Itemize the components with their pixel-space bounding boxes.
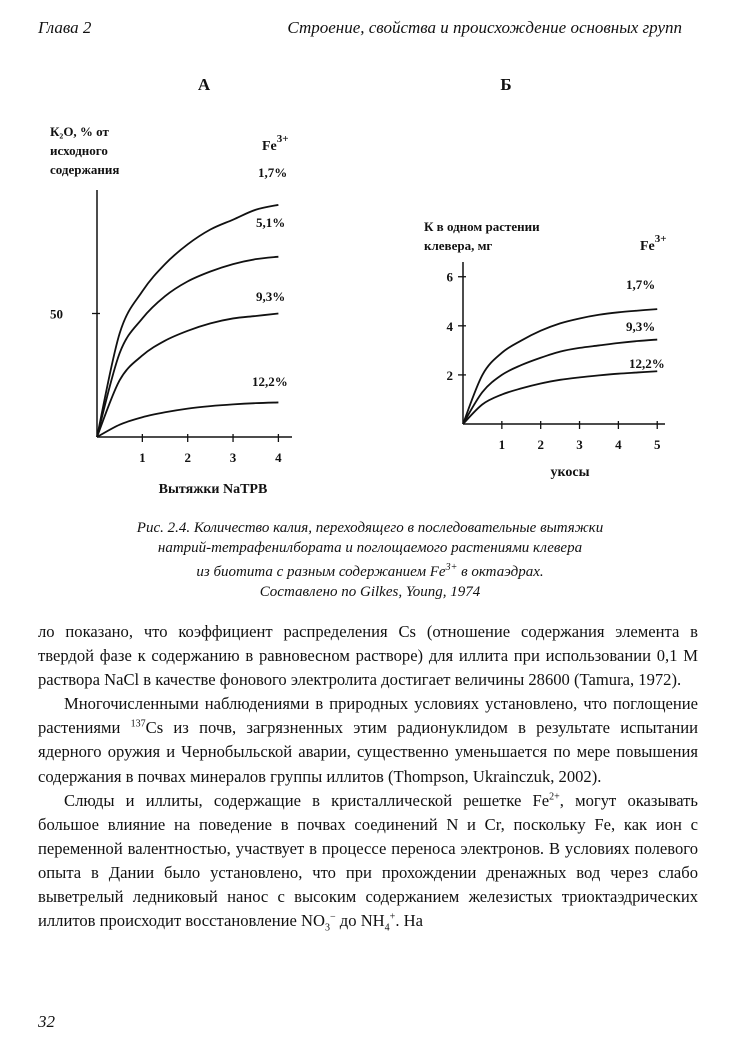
paragraph-1: ло показано, что коэффициент распределения Cs (отношение содержания элемента в твердой фазе к содержанию в равновесном растворе) для иллита при использовании 0,1 М раствора NaCl в качестве фонового электролита достигает величины 28600 (Tamura, 1972). xyxy=(38,622,698,690)
chapter-label: Глава 2 xyxy=(38,18,92,37)
running-title: Строение, свойства и происхождение основных групп xyxy=(287,18,682,37)
chart-a-ylabel-3: содержания xyxy=(50,162,120,177)
chart-b-xtick-label: 4 xyxy=(615,437,622,452)
chart-b-ytick-label: 2 xyxy=(446,367,453,383)
caption-line-2: натрий-тетрафенилбората и поглощаемого растениями клевера xyxy=(157,540,583,556)
chart-b-series-label: 1,7% xyxy=(626,277,656,292)
panel-label-a: А xyxy=(197,75,211,94)
paragraph-3: Слюды и иллиты, содержащие в кристаллической решетке $Fe^{2+}$, могут оказывать большое влияние на поведение в почвах соединений N и Cr, поскольку Fe, как ион с переменной валентностью, участвует в процессе переноса электронов. В условиях полевого опыта в Дании было установлено, что при прохождении дренажных вод через слабо выветрелый ледниковый нанос с высоким содержанием железистых триоктаэдрических иллитов происходит восстановление $NO_3^-$ до $NH_4^+$. На xyxy=(38,790,698,934)
chart-a-xtick-label: 4 xyxy=(275,450,282,465)
chart-a-ylabel-1: К₂О, % от xyxy=(50,124,109,139)
panel-label-b: Б xyxy=(500,75,512,94)
chart-a-xtick-label: 3 xyxy=(229,450,237,465)
chart-b-xtick-label: 1 xyxy=(498,437,506,452)
figure-caption xyxy=(60,518,680,602)
chart-a-series-line xyxy=(97,257,278,437)
chart-b-series-label: 9,3% xyxy=(626,319,656,334)
caption-line-3: из биотита с разным содержанием $Fe^{3+}$ в октаэдрах. xyxy=(196,562,544,580)
chart-a-ylabel-2: исходного xyxy=(50,143,108,158)
chart-b-series-line xyxy=(463,340,657,424)
paragraph-2: Многочисленными наблюдениями в природных условиях установлено, что поглощение растениями $^{137}$Cs из почв, загрязненных этим радионуклидом в результате испытании ядерного оружия и Чернобыльской аварии, существенно уменьшается по мере повышения содержания в почвах минералов группы иллитов (Thompson, Ukrainczuk, 2002). xyxy=(38,694,698,786)
page-number: 32 xyxy=(38,1012,55,1031)
chart-a xyxy=(50,75,292,497)
chart-b-xtick-label: 5 xyxy=(653,437,661,452)
chart-b-series-label: 12,2% xyxy=(629,356,665,371)
body-text xyxy=(38,620,698,933)
chart-a-xlabel: Вытяжки NaТРВ xyxy=(158,482,268,497)
chart-b-legend-title: $Fe^{3+}$ xyxy=(640,233,667,254)
chart-a-series-line xyxy=(97,205,278,437)
chart-a-series-label: 1,7% xyxy=(258,165,288,180)
chart-a-series-line xyxy=(97,402,278,437)
chart-a-series-label: 12,2% xyxy=(252,374,288,389)
chart-b-ytick-label: 6 xyxy=(446,269,453,285)
chart-a-legend-title: $Fe^{3+}$ xyxy=(262,133,289,154)
chart-b xyxy=(424,75,667,480)
chart-a-series-label: 9,3% xyxy=(256,289,286,304)
chart-b-xtick-label: 3 xyxy=(576,437,583,452)
chart-a-series-label: 5,1% xyxy=(256,215,286,230)
caption-line-4: Составлено по Gilkes, Young, 1974 xyxy=(259,584,481,600)
chart-b-xlabel: укосы xyxy=(550,465,590,480)
chart-b-xtick-label: 2 xyxy=(537,437,544,452)
chart-a-xtick-label: 2 xyxy=(184,450,191,465)
chart-b-ylabel-2: клевера, мг xyxy=(424,238,493,253)
caption-line-1: Рис. 2.4. Количество калия, переходящего в последовательные вытяжки xyxy=(136,520,604,536)
chart-a-ytick-label: 50 xyxy=(50,306,63,322)
chart-b-ylabel-1: К в одном растении xyxy=(424,219,540,234)
chart-b-series-line xyxy=(463,371,657,424)
chart-b-ytick-label: 4 xyxy=(446,318,453,334)
figure-2-4 xyxy=(0,0,734,510)
chart-a-xtick-label: 1 xyxy=(139,450,146,465)
